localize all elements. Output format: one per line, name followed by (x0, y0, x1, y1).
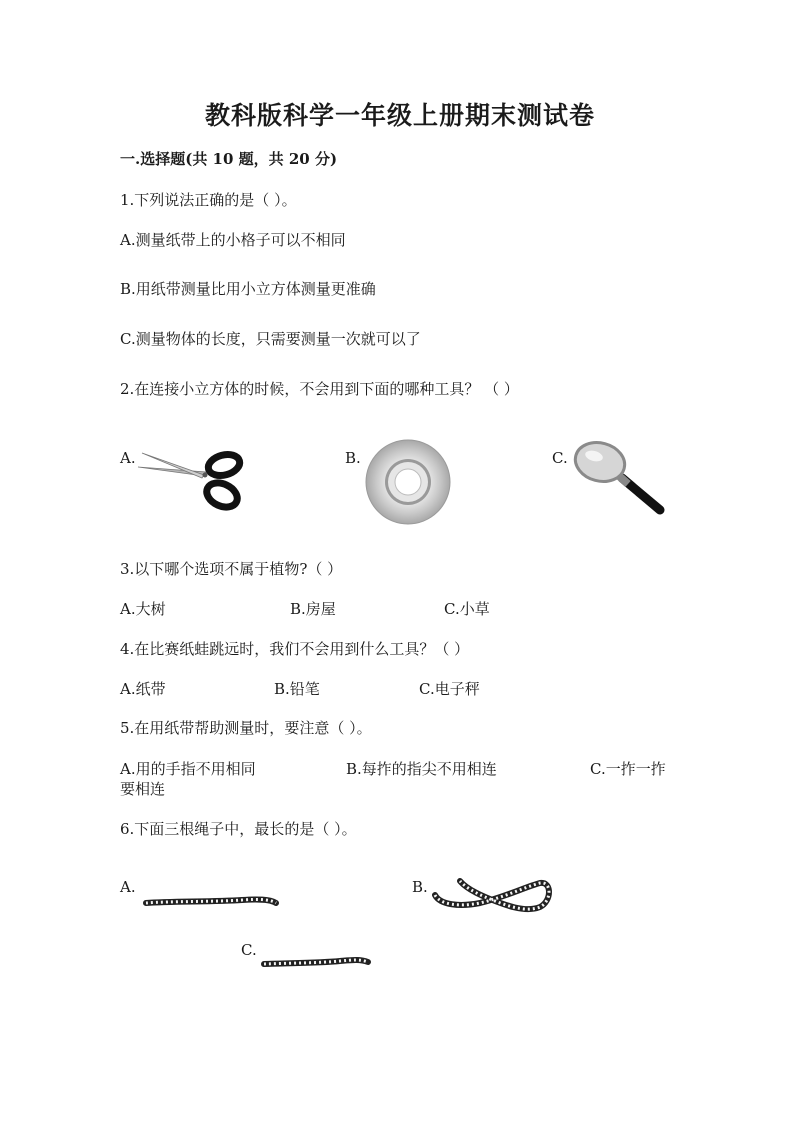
question-1-option-c[interactable]: C.测量物体的长度，只需要测量一次就可以了 (120, 330, 421, 348)
question-1-option-a[interactable]: A.测量纸带上的小格子可以不相同 (120, 231, 346, 249)
tape-roll-icon (364, 438, 454, 526)
question-3-option-a[interactable]: A.大树 (120, 600, 166, 618)
question-6-stem: 6.下面三根绳子中，最长的是（ ）。 (120, 820, 357, 838)
scissors-icon (136, 445, 246, 515)
question-1-option-b[interactable]: B.用纸带测量比用小立方体测量更准确 (120, 280, 376, 298)
magnifier-icon (572, 440, 668, 520)
question-6-option-c-label[interactable]: C. (241, 941, 257, 959)
question-2-option-a-label[interactable]: A. (120, 449, 136, 467)
page-title: 教科版科学一年级上册期末测试卷 (204, 101, 595, 130)
question-6-option-a-label[interactable]: A. (120, 878, 136, 896)
question-4-option-c[interactable]: C.电子秤 (419, 680, 480, 698)
question-2-stem: 2.在连接小立方体的时候，不会用到下面的哪种工具？ （ ） (120, 380, 519, 398)
question-5-option-b[interactable]: B.每拃的指尖不用相连 (346, 760, 497, 778)
question-4-option-a[interactable]: A.纸带 (120, 680, 166, 698)
rope-icon (142, 893, 282, 913)
question-4-option-b[interactable]: B.铅笔 (274, 680, 320, 698)
question-3-stem: 3.以下哪个选项不属于植物?（ ） (120, 560, 343, 578)
question-4-stem: 4.在比赛纸蛙跳远时，我们不会用到什么工具？（ ） (120, 640, 470, 658)
question-1-stem: 1.下列说法正确的是（ ）。 (120, 191, 297, 209)
question-5-option-a[interactable]: A.用的手指不用相同 (120, 760, 256, 778)
question-5-stem: 5.在用纸带帮助测量时，要注意（ ）。 (120, 719, 372, 737)
section-heading: 一.选择题(共 10 题，共 20 分) (120, 150, 338, 168)
rope-icon (430, 875, 556, 917)
question-3-option-b[interactable]: B.房屋 (290, 600, 336, 618)
question-5-option-c[interactable]: C.一拃一拃 (590, 760, 666, 778)
question-2-option-b-label[interactable]: B. (345, 449, 361, 467)
question-5-option-c-continued: 要相连 (120, 780, 166, 798)
question-2-option-c-label[interactable]: C. (552, 449, 568, 467)
question-6-option-b-label[interactable]: B. (412, 878, 428, 896)
rope-icon (260, 953, 372, 971)
question-3-option-c[interactable]: C.小草 (444, 600, 490, 618)
